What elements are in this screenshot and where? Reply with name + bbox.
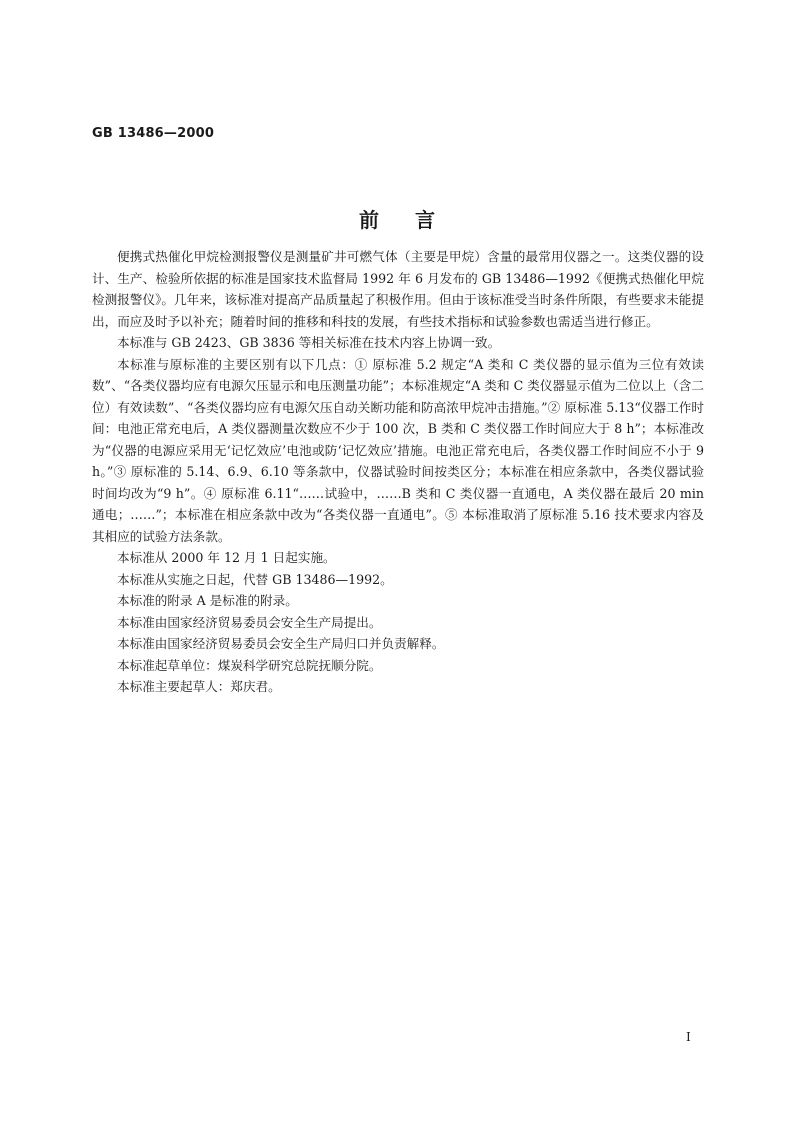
paragraph-differences: 本标准与原标准的主要区别有以下几点：① 原标准 5.2 规定“A 类和 C 类仪器的显示值为三位有效读数”、“各类仪器均应有电源欠压显示和电压测量功能”；本标准规定“A 类和 C 类仪器显示值为二位以上（含二位）有效读数”、“各类仪器均应有电源欠压自动关断功能和防高浓甲烷冲击措施。”② 原标准 5.13“仪器工作时间：电池正常充电后，A 类仪器测量次数应不少于 100 次，B 类和 C 类仪器工作时间应大于 8 h”；本标准改为“仪器的电源应采用无‘记忆效应’电池或防‘记忆效应’措施。电池正常充电后，各类仪器工作时间应不小于 9 h。”③ 原标准的 5.14、6.9、6.10 等条款中，仪器试验时间按类区分；本标准在相应条款中，各类仪器试验时间均改为“9 h”。④ 原标准 6.11“……试验中，……B 类和 C 类仪器一直通电，A 类仪器在最后 20 min 通电；……”；本标准在相应条款中改为“各类仪器一直通电”。⑤ 本标准取消了原标准 5.16 技术要求内容及其相应的试验方法条款。 [92, 356, 704, 544]
foreword-body [92, 246, 704, 698]
paragraph-coordination: 本标准与 GB 2423、GB 3836 等相关标准在技术内容上协调一致。 [117, 335, 501, 350]
paragraph-replaces: 本标准从实施之日起，代替 GB 13486—1992。 [117, 571, 393, 587]
page-number: I [686, 1030, 691, 1044]
page-title: 前言 [359, 208, 471, 232]
paragraph-appendix: 本标准的附录 A 是标准的附录。 [117, 593, 298, 608]
standard-code: GB 13486—2000 [92, 126, 215, 141]
paragraph-proposed-by: 本标准由国家经济贸易委员会安全生产局提出。 [117, 614, 382, 630]
paragraph-drafting-unit: 本标准起草单位：煤炭科学研究总院抚顺分院。 [117, 657, 382, 673]
paragraph-intro: 便携式热催化甲烷检测报警仪是测量矿井可燃气体（主要是甲烷）含量的最常用仪器之一。这类仪器的设计、生产、检验所依据的标准是国家技术监督局 1992 年 6 月发布的 GB 13486—1992《便携式热催化甲烷检测报警仪》。几年来，该标准对提高产品质量起了积极作用。但由于该标准受当时条件所限，有些要求未能提出，而应及时予以补充；随着时间的推移和科技的发展，有些技术指标和试验参数也需适当进行修正。 [92, 249, 704, 329]
paragraph-centralized-by: 本标准由国家经济贸易委员会安全生产局归口并负责解释。 [117, 636, 445, 651]
paragraph-effective-date: 本标准从 2000 年 12 月 1 日起实施。 [117, 550, 336, 565]
paragraph-drafter: 本标准主要起草人：郑庆君。 [117, 679, 281, 694]
